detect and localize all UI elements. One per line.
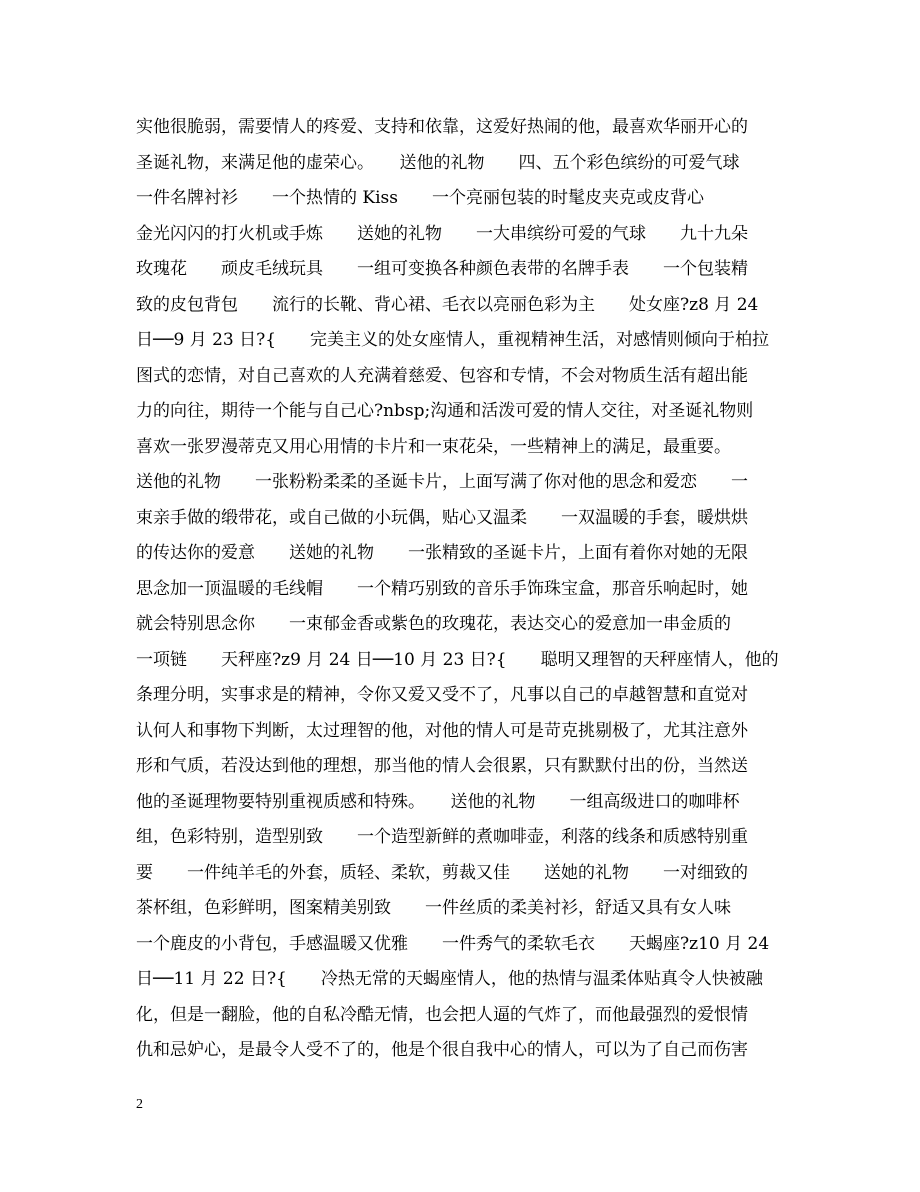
text-line: 致的皮包背包 流行的长靴、背心裙、毛衣以亮丽色彩为主 处女座?z8 月 24 bbox=[136, 294, 759, 315]
text-line: 形和气质，若没达到他的理想，那当他的情人会很累，只有默默付出的份，当然送 bbox=[136, 756, 748, 776]
text-line: 就会特别思念你 一束郁金香或紫色的玫瑰花，表达交心的爱意加一串金质的 bbox=[136, 614, 731, 634]
text-line: 喜欢一张罗漫蒂克又用心用情的卡片和一束花朵，一些精神上的满足，最重要。 bbox=[136, 436, 731, 457]
text-line: 他的圣诞理物要特别重视质感和特殊。 送他的礼物 一组高级进口的咖啡杯 bbox=[136, 791, 740, 812]
text-line: 图式的恋情，对自己喜欢的人充满着慈爱、包容和专情，不会对物质生活有超出能 bbox=[136, 365, 748, 386]
text-line: 化，但是一翻脸，他的自私冷酷无情，也会把人逼的气炸了，而他最强烈的爱恨情 bbox=[136, 1004, 748, 1025]
text-line: 送他的礼物 一张粉粉柔柔的圣诞卡片，上面写满了你对他的思念和爱恋 一 bbox=[136, 472, 748, 492]
page-number: 2 bbox=[136, 1097, 143, 1112]
text-line: 金光闪闪的打火机或手炼 送她的礼物 一大串缤纷可爱的气球 九十九朵 bbox=[136, 223, 748, 244]
text-line: 一个鹿皮的小背包，手感温暖又优雅 一件秀气的柔软毛衣 天蝎座?z10 月 24 bbox=[136, 933, 770, 954]
text-line: 茶杯组，色彩鲜明，图案精美别致 一件丝质的柔美衬衫，舒适又具有女人味 bbox=[136, 898, 731, 918]
text-line: 仇和忌妒心，是最令人受不了的，他是个很自我中心的情人，可以为了自己而伤害 bbox=[136, 1040, 748, 1060]
text-line: 思念加一顶温暖的毛线帽 一个精巧别致的音乐手饰珠宝盒，那音乐响起时，她 bbox=[136, 578, 748, 599]
text-line: 组，色彩特别，造型别致 一个造型新鲜的煮咖啡壶，利落的线条和质感特别重 bbox=[136, 827, 748, 847]
text-line: 一件名牌衬衫 一个热情的 Kiss 一个亮丽包装的时髦皮夹克或皮背心 bbox=[136, 188, 704, 208]
text-line: 要 一件纯羊毛的外套，质轻、柔软，剪裁又佳 送她的礼物 一对细致的 bbox=[136, 862, 748, 883]
body-text bbox=[136, 110, 796, 1069]
text-line: 日──11 月 22 日?{ 冷热无常的天蝎座情人，他的热情与温柔体贴真令人快被融 bbox=[136, 969, 763, 989]
text-line: 认何人和事物下判断，太过理智的他，对他的情人可是苛克挑剔极了，尤其注意外 bbox=[136, 720, 748, 741]
text-line: 束亲手做的缎带花，或自己做的小玩偶，贴心又温柔 一双温暖的手套，暖烘烘 bbox=[136, 507, 748, 528]
text-line: 一项链 天秤座?z9 月 24 日──10 月 23 日?{ 聪明又理智的天秤座情人，他的 bbox=[136, 649, 779, 670]
text-line: 日──9 月 23 日?{ 完美主义的处女座情人，重视精神生活，对感情则倾向于柏拉 bbox=[136, 330, 770, 350]
text-line: 玫瑰花 顽皮毛绒玩具 一组可变换各种颜色表带的名牌手表 一个包装精 bbox=[136, 259, 748, 279]
text-line: 实他很脆弱，需要情人的疼爱、支持和依靠，这爱好热闹的他，最喜欢华丽开心的 bbox=[136, 117, 748, 137]
text-line: 的传达你的爱意 送她的礼物 一张精致的圣诞卡片，上面有着你对她的无限 bbox=[136, 543, 748, 563]
text-line: 圣诞礼物，来满足他的虚荣心。 送他的礼物 四、五个彩色缤纷的可爱气球 bbox=[136, 152, 740, 173]
text-line: 条理分明，实事求是的精神，令你又爱又受不了，凡事以自己的卓越智慧和直觉对 bbox=[136, 685, 748, 705]
text-line: 力的向往，期待一个能与自己心?nbsp;沟通和活泼可爱的情人交往，对圣诞礼物则 bbox=[136, 401, 754, 421]
